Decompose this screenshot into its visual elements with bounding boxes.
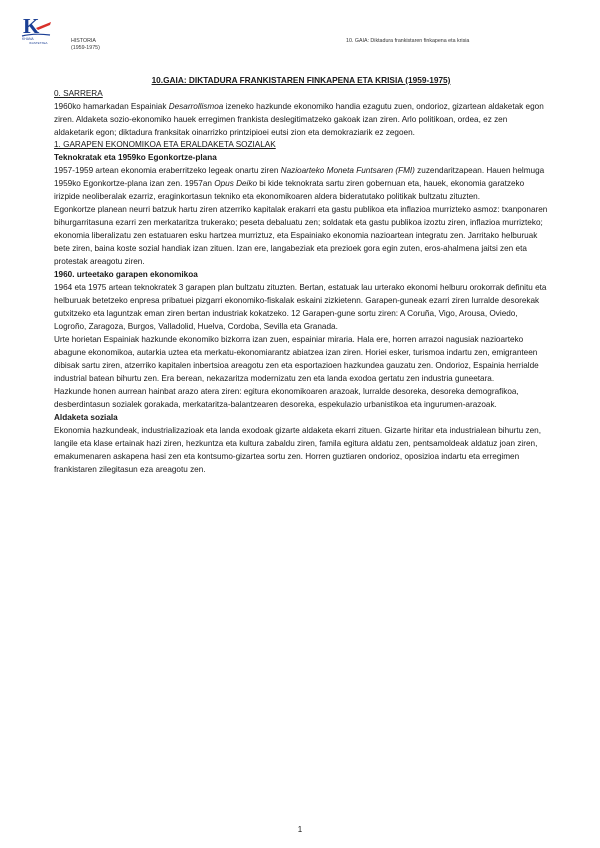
document-title: 10.GAIA: DIKTADURA FRANKISTAREN FINKAPENA ETA KRISIA (1959-1975): [151, 75, 451, 85]
subheading-aldaketa-soziala: Aldaketa soziala: [54, 413, 118, 422]
section-1-heading: 1. GARAPEN EKONOMIKOA ETA ERALDAKETA SOZIALAK: [54, 140, 276, 149]
section-0-paragraph-1: 1960ko hamarkadan Espainiak Desarrollismoa izeneko hazkunde ekonomiko handia ezagutu zuen, ondorioz, gizartean aldaketak egon ziren. Aldaketa sozio-ekonomiko hauek erregimen frankista deslegitimatzeko gakoak izan ziren. Arlo politikoan, ordea, ez zen aldaketarik egon; diktadura franksitak oinarrizko printzipioei eutsi zion eta demokraziarik ez zegoen.: [54, 102, 544, 137]
school-logo: [20, 14, 64, 46]
header-subject: [71, 38, 100, 52]
paragraph-garapen-2: Urte horietan Espainiak hazkunde ekonomiko bizkorra izan zuen, espainiar miraria. Hala ere, horren arrazoi nagusiak nazioarteko abagune ekonomikoa, autarkia uztea eta merkatu-ekonomiarantz abiatzea izan ziren. Horiei esker, turismoa indartu zen, emigranteen dibisak sartu ziren, atzerriko kapitalen inbertsioa areagotu zen eta esportazioen hazkundea gauzatu zen. Ondorioz, Espainia herrialde industrial batean bihurtu zen. Era berean, nekazaritza modernizatu zen eta landa exodoa gertatu zen industria guneetara.: [54, 335, 539, 383]
subheading-garapen: 1960. urteetako garapen ekonomikoa: [54, 270, 198, 279]
paragraph-garapen-3: Hazkunde honen aurrean hainbat arazo atera ziren: egitura ekonomikoaren arazoak, lurralde desoreka, desoreka demografikoa, desberdintasun sozialek gorakada, merkataritza-balantzearen desoreka, espekulazio urbanistikoa eta ingurumen-arazoak.: [54, 387, 519, 409]
header-chapter: 10. GAIA: Diktadura frankistaren finkapena eta krisia: [346, 38, 470, 44]
paragraph-egonkortze-1: 1957-1959 artean ekonomia eraberritzeko legeak onartu ziren Nazioarteko Moneta Funtsaren (FMI) zuzendaritzapean. Hauen helmuga 1959ko Egonkortze-plana izan zen. 1957an Opus Deiko bi kide teknokrata sartu ziren gobernuan eta, hauek, ekonomia garatzeko irizpide neoliberalak ezarriz, eraginkortasun tekniko eta ekonomikoaren aldera bideratutako politikak bultzatu zituzten.: [54, 166, 545, 201]
paragraph-garapen-1: 1964 eta 1975 artean teknokratek 3 garapen plan bultzatu zituzten. Bertan, estatuak lau urterako ekonomi helburu orokorrak definitu eta helburuak betetzeko enpresa pribatuei pizgarri ekonomiko-fiskalak eskaini zizkietenn. Garapen-guneak ezarri ziren lurralde desorekak gutxitzeko eta laguntzak eman ziren bertan industriak kokatzeko. 12 Garapen-gune sortu ziren: A Coruña, Vigo, Arousa, Oviedo, Logroño, Zaragoza, Burgos, Valladolid, Huelva, Cordoba, Sevilla eta Granada.: [54, 283, 547, 331]
header-subject-years: (1959-1975): [71, 45, 100, 51]
logo-caption-1: KHANA: [22, 37, 34, 41]
document-body: [54, 74, 548, 476]
page-number: 1: [297, 825, 303, 834]
logo-letter: K: [23, 14, 40, 38]
paragraph-aldaketa-soziala: Ekonomia hazkundeak, industrializazioak eta landa exodoak gizarte aldaketa ekarri zituen. Gizarte hiritar eta industrialean bihurtu zen, langile eta klase ertainak hazi ziren, hezkuntza eta kultura zabaldu ziren, famila egitura aldatu zen, pentsamoldeak aldatuz joan ziren, emakumenaren askapena hasi zen eta kontsumo-gizartea sortu zen. Horren guztiaren ondorioz, oposizioa indartu eta erregimen frankistaren zilegitasun eza areagotu zen.: [54, 426, 541, 474]
subheading-teknokratak: Teknokratak eta 1959ko Egonkortze-plana: [54, 153, 217, 162]
section-0-heading: 0. SARRERA: [54, 89, 103, 98]
paragraph-egonkortze-2: Egonkortze planean neurri batzuk hartu ziren atzerriko kapitalak erakarri eta gastu publikoa eta inflazioa murrizteko asmoz: txanponaren bihurgarritasuna ezarri zen merkataritza trukerako; peseta debaluatu zen; soldatak eta gastu publikoa izoztu ziren, inflazioa murrizteko; ekonomia liberalizatu zen estatuaren esku hartzea murriztuz, eta Espainiako ekonomia nazioartean integratu zen. Jarritako helburuak bete ziren, baina koste sozial handiak izan zituen. Izan ere, langabeziak eta prezioek gora egin zuten, eros-ahalmena jaitsi zen eta protestak areagotu ziren.: [54, 205, 548, 266]
header-subject-name: HISTORIA: [71, 38, 96, 44]
logo-caption-2: IKASTETXEA: [29, 41, 48, 45]
